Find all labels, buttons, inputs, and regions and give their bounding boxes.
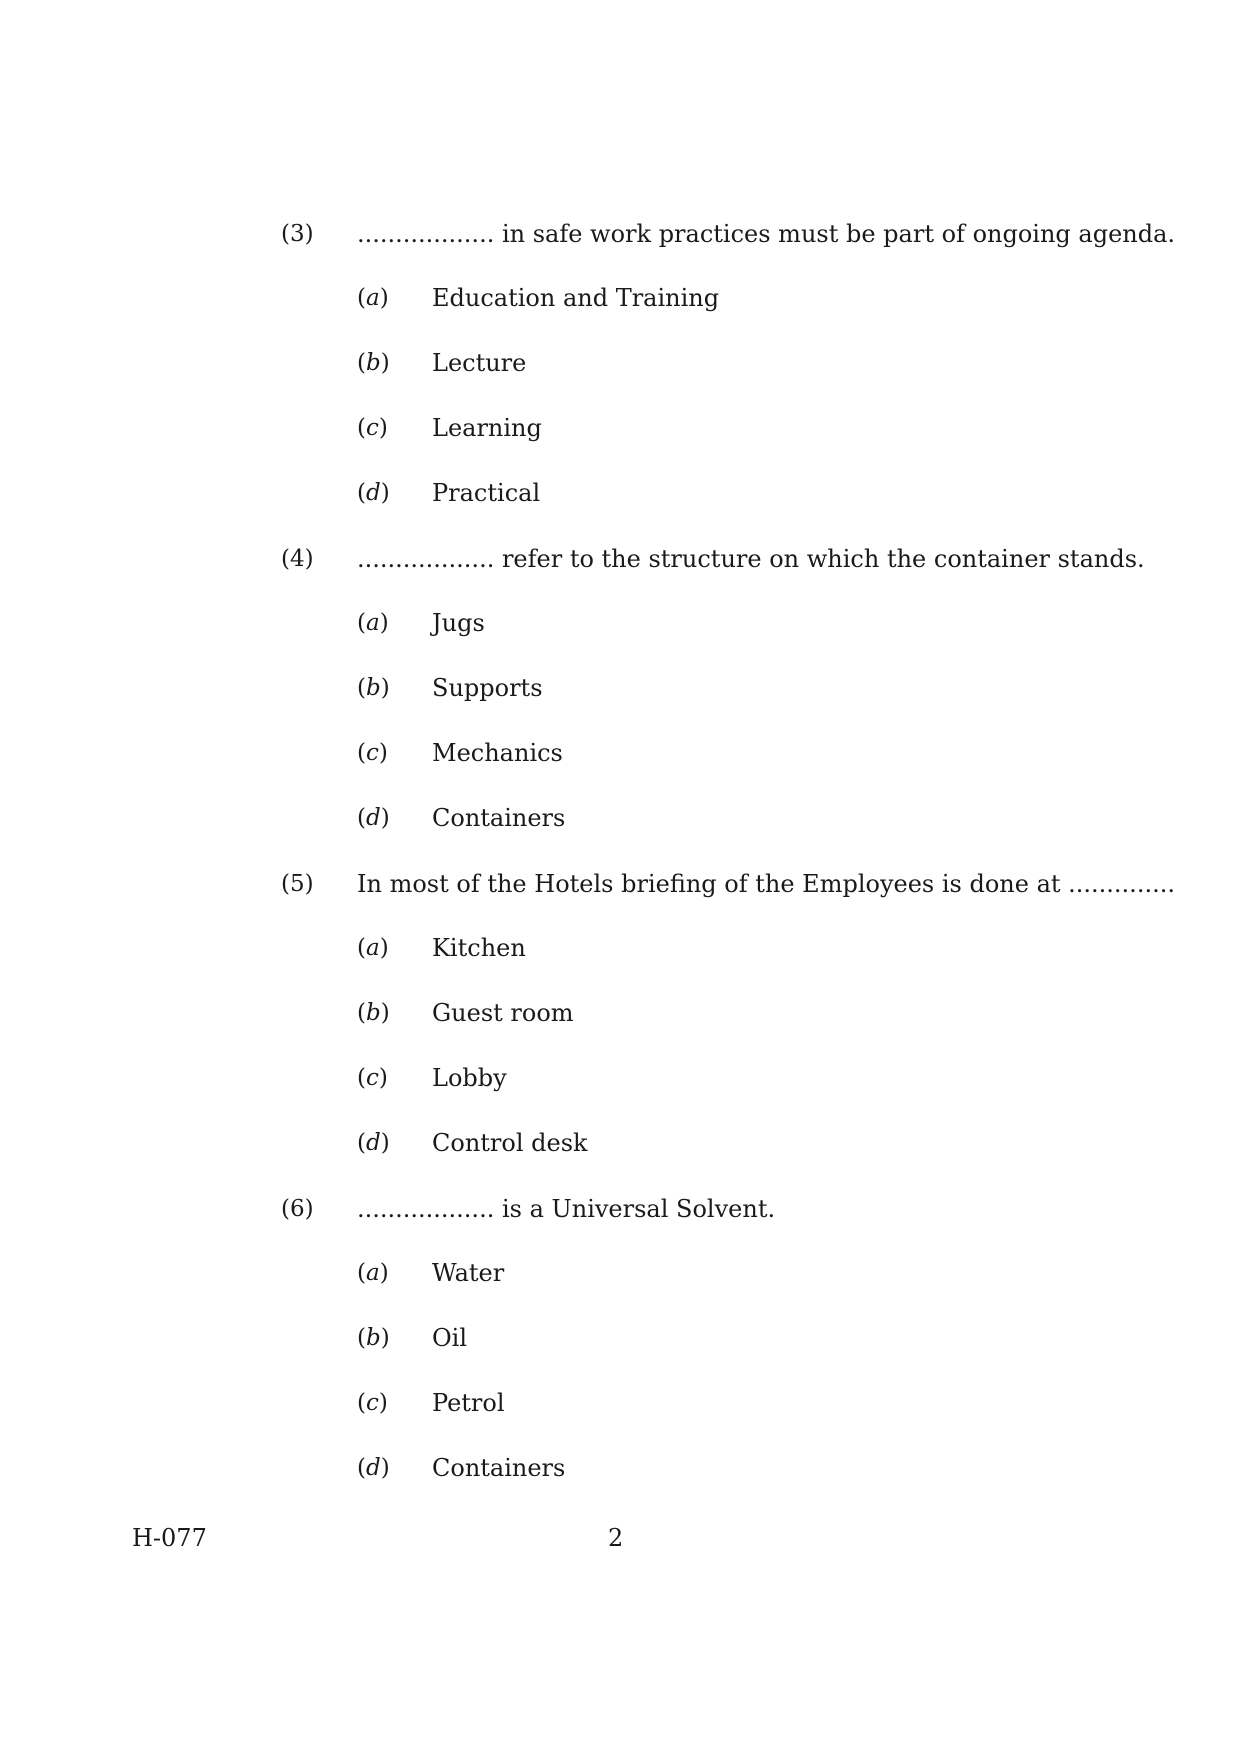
option-text: Jugs [432,609,485,637]
paper-code: H-077 [132,1524,207,1552]
option-text: Containers [432,804,566,832]
option-letter: (c) [357,1065,388,1091]
question-stem: In most of the Hotels briefing of the Employees is done at .............. [357,870,1175,898]
option-text: Petrol [432,1389,505,1417]
option-letter: (d) [357,480,390,506]
option-text: Control desk [432,1129,588,1157]
option-text: Lobby [432,1064,507,1092]
option-text: Guest room [432,999,574,1027]
question-number: (5) [281,871,314,897]
option-letter: (d) [357,1455,390,1481]
option-text: Containers [432,1454,566,1482]
option-letter: (b) [357,1325,390,1351]
option-letter: (a) [357,610,389,636]
option-letter: (a) [357,1260,389,1286]
option-letter: (c) [357,415,388,441]
question-stem: .................. is a Universal Solvent. [357,1195,776,1223]
option-text: Supports [432,674,543,702]
option-letter: (a) [357,285,389,311]
question-stem: .................. in safe work practices must be part of ongoing agenda. [357,220,1176,248]
question-number: (3) [281,221,314,247]
option-text: Kitchen [432,934,526,962]
option-letter: (b) [357,675,390,701]
option-letter: (a) [357,935,389,961]
option-text: Mechanics [432,739,563,767]
option-text: Learning [432,414,542,442]
option-letter: (d) [357,1130,390,1156]
option-letter: (c) [357,740,388,766]
option-text: Practical [432,479,541,507]
option-letter: (c) [357,1390,388,1416]
option-letter: (d) [357,805,390,831]
question-number: (6) [281,1196,314,1222]
question-number: (4) [281,546,314,572]
page-number: 2 [608,1524,624,1552]
option-text: Lecture [432,349,527,377]
option-letter: (b) [357,350,390,376]
option-letter: (b) [357,1000,390,1026]
option-text: Water [432,1259,505,1287]
option-text: Education and Training [432,284,720,312]
option-text: Oil [432,1324,468,1352]
question-stem: .................. refer to the structure on which the container stands. [357,545,1145,573]
